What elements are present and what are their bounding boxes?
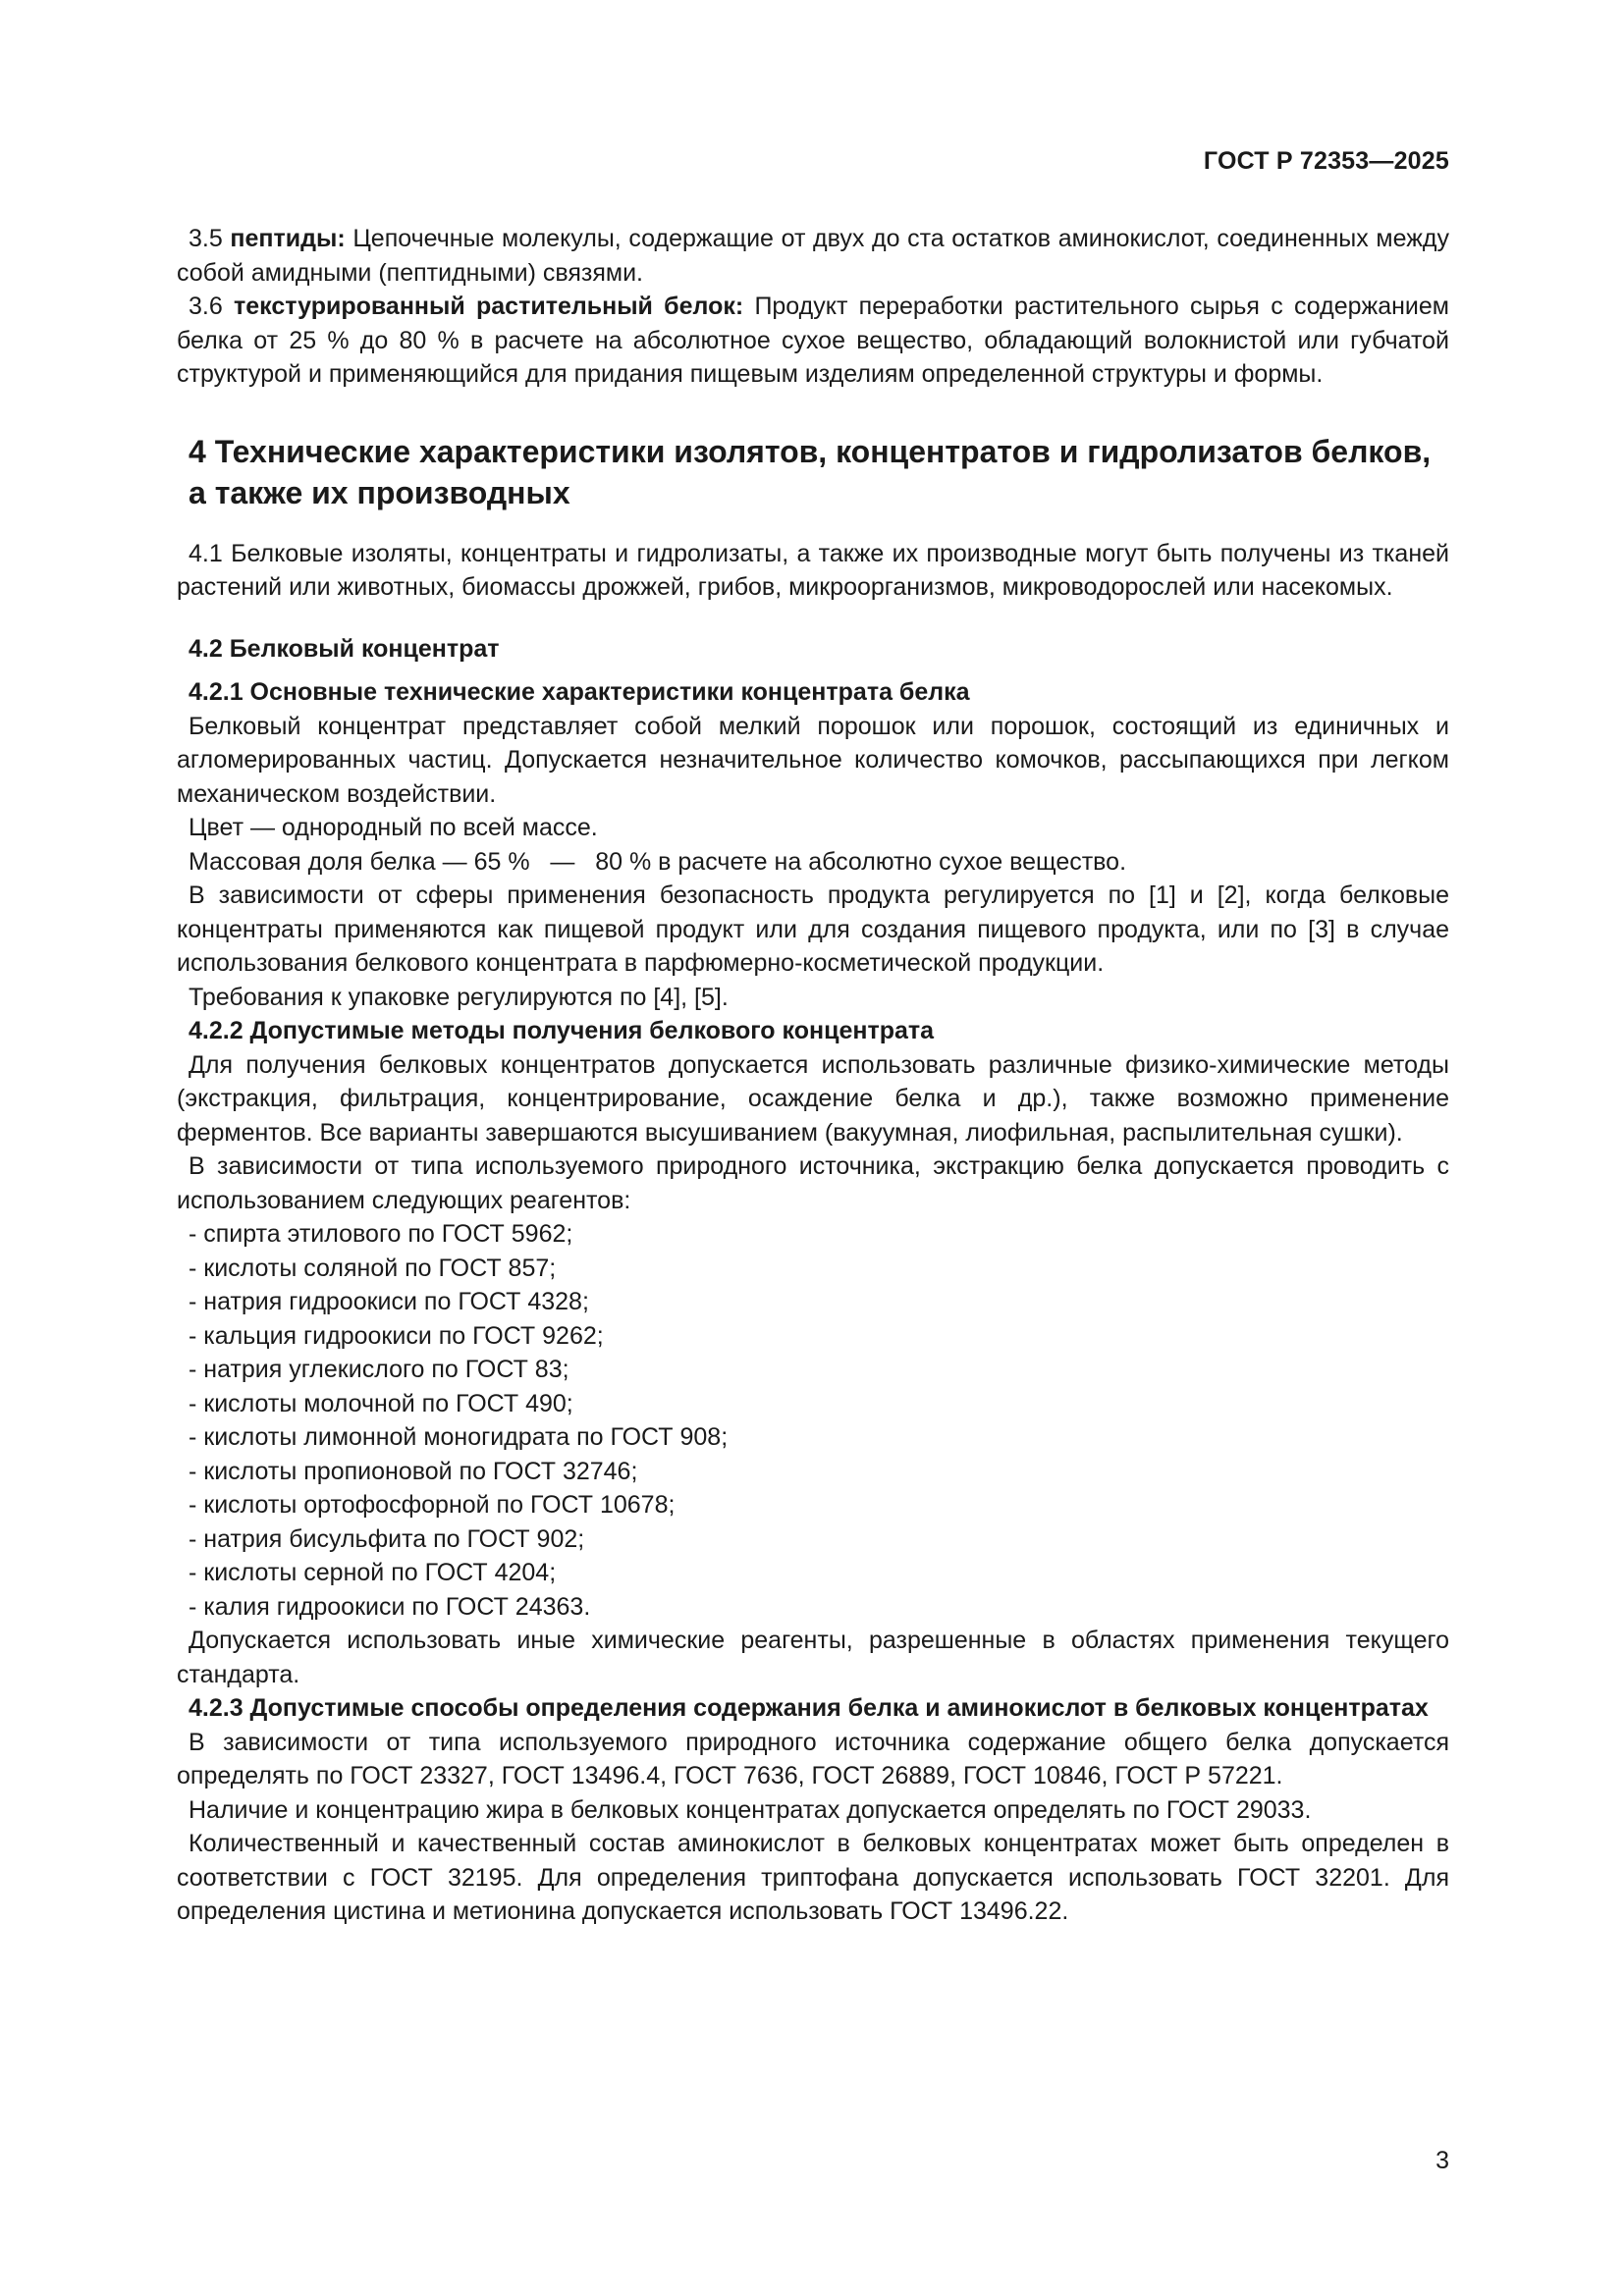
list-item: - кислоты ортофосфорной по ГОСТ 10678; — [189, 1491, 676, 1519]
list-item: - кислоты пропионовой по ГОСТ 32746; — [189, 1457, 638, 1485]
definition-text: Продукт переработки растительного сырья с содержанием белка от 25 % до 80 % в расчете на абсолютное сухое вещество, обладающий волокнистой или губчатой структурой и применяющийся для придания пищевым изделиям определенной структуры и формы. — [177, 293, 1449, 388]
page-content — [177, 222, 1449, 1929]
list-item: - калия гидроокиси по ГОСТ 24363. — [189, 1592, 591, 1621]
paragraph: Наличие и концентрацию жира в белковых концентратах допускается определять по ГОСТ 29033. — [189, 1795, 1312, 1824]
definition-term: текстурированный растительный белок: — [234, 293, 744, 320]
definition-text: Цепочечные молекулы, содержащие от двух до ста остатков аминокислот, соединенных между собой амидными (пептидными) связями. — [177, 225, 1450, 287]
definition-term: пептиды: — [230, 225, 346, 252]
paragraph: В зависимости от типа используемого природного источника, экстракцию белка допускается проводить с использованием следующих реагентов: — [177, 1152, 1449, 1214]
list-item: - спирта этилового по ГОСТ 5962; — [189, 1220, 573, 1248]
paragraph: Для получения белковых концентратов допускается использовать различные физико-химические методы (экстракция, фильтрация, концентрирование, осаждение белка и др.), также возможно применение ферментов. Все варианты завершаются высушиванием (вакуумная, лиофильная, распылительная сушки). — [177, 1050, 1449, 1147]
paragraph: В зависимости от сферы применения безопасность продукта регулируется по [1] и [2], когда белковые концентраты применяются как пищевой продукт или для создания пищевого продукта, или по [3] в случае использования белкового концентрата в парфюмерно-косметической продукции. — [177, 881, 1449, 977]
section-4-2-title: 4.2 Белковый концентрат — [189, 634, 500, 663]
definition-3-6 — [177, 290, 1449, 392]
section-4-title: 4 Технические характеристики изолятов, концентратов и гидролизатов белков, а также их производных — [189, 433, 1432, 510]
list-item: - натрия гидроокиси по ГОСТ 4328; — [189, 1288, 589, 1315]
reagent-list — [177, 1217, 1449, 1624]
section-4-2-2-title: 4.2.2 Допустимые методы получения белкового концентрата — [189, 1017, 935, 1044]
paragraph: Белковый концентрат представляет собой мелкий порошок или порошок, состоящий из единичных и агломерированных частиц. Допускается незначительное количество комочков, рассыпающихся при легком механическом воздействии. — [177, 712, 1449, 808]
definition-number: 3.5 — [189, 225, 223, 252]
paragraph: Цвет — однородный по всей массе. — [189, 814, 598, 841]
list-item: - кислоты молочной по ГОСТ 490; — [189, 1389, 573, 1417]
page-number: 3 — [1435, 2147, 1449, 2174]
definition-number: 3.6 — [189, 293, 223, 320]
section-4-2-3-title: 4.2.3 Допустимые способы определения содержания белка и аминокислот в белковых концентратах — [189, 1694, 1429, 1722]
list-item: - кислоты серной по ГОСТ 4204; — [189, 1559, 557, 1586]
list-item: - натрия углекислого по ГОСТ 83; — [189, 1356, 569, 1383]
paragraph: Массовая доля белка — 65 % — 80 % в расчете на абсолютно сухое вещество. — [189, 847, 1127, 876]
list-item: - кальция гидроокиси по ГОСТ 9262; — [189, 1321, 604, 1350]
paragraph: Требования к упаковке регулируются по [4], [5]. — [189, 983, 729, 1011]
list-item: - натрия бисульфита по ГОСТ 902; — [189, 1524, 585, 1553]
list-item: - кислоты лимонной моногидрата по ГОСТ 908; — [189, 1423, 729, 1451]
section-4-2-1-title: 4.2.1 Основные технические характеристики концентрата белка — [189, 678, 970, 706]
paragraph: В зависимости от типа используемого природного источника содержание общего белка допускается определять по ГОСТ 23327, ГОСТ 13496.4, ГОСТ 7636, ГОСТ 26889, ГОСТ 10846, ГОСТ Р 57221. — [177, 1728, 1449, 1789]
paragraph-4-1: 4.1 Белковые изоляты, концентраты и гидролизаты, а также их производные могут быть получены из тканей растений или животных, биомассы дрожжей, грибов, микроорганизмов, микроводорослей или насекомых. — [177, 539, 1449, 601]
definition-3-5 — [177, 222, 1449, 290]
list-item: - кислоты соляной по ГОСТ 857; — [189, 1254, 557, 1282]
document-number: ГОСТ Р 72353—2025 — [1203, 147, 1449, 175]
paragraph: Количественный и качественный состав аминокислот в белковых концентратах может быть определен в соответствии с ГОСТ 32195. Для определения триптофана допускается использовать ГОСТ 32201. Для определения цистина и метионина допускается использовать ГОСТ 13496.22. — [177, 1830, 1449, 1925]
paragraph: Допускается использовать иные химические реагенты, разрешенные в областях применения текущего стандарта. — [177, 1627, 1449, 1688]
